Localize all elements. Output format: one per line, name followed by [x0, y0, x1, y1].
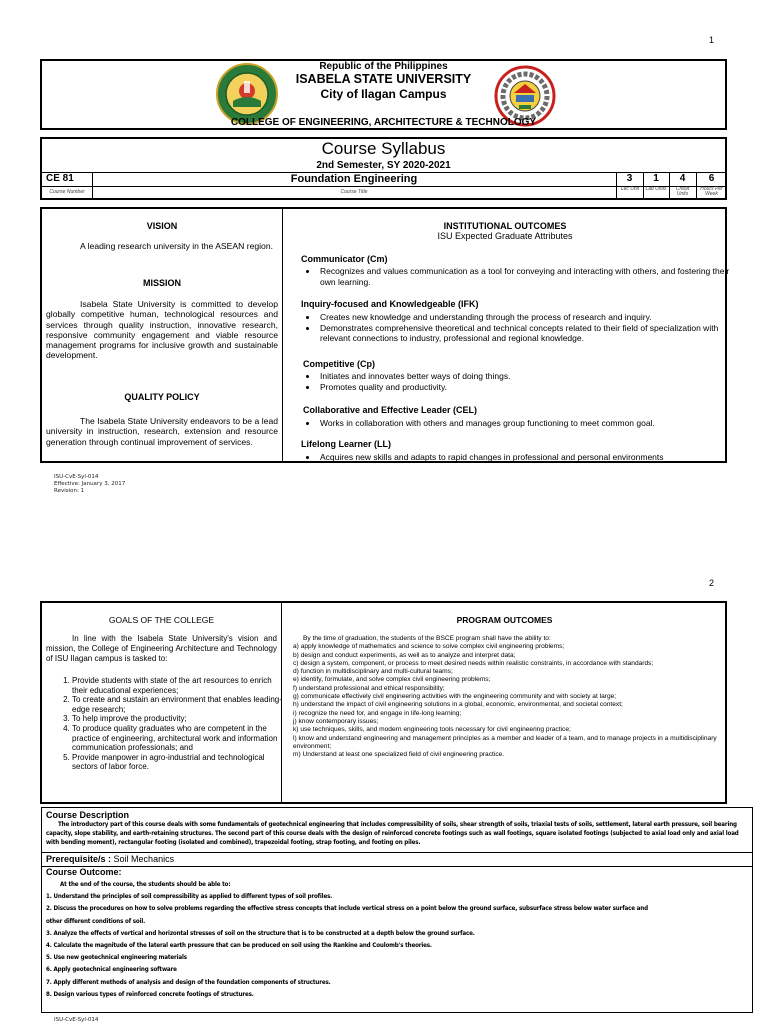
list-item: • Creates new knowledge and understanding through the process of research and inquiry. — [318, 312, 733, 323]
goals-list — [54, 676, 287, 772]
list-item: 3. To help improve the productivity; — [72, 714, 287, 724]
prerequisite-row — [46, 854, 174, 864]
list-item: i) recognize the need for, and engage in life-long learning; — [293, 709, 462, 717]
page-number: 2 — [709, 578, 715, 588]
program-outcomes-list — [293, 635, 723, 759]
quality-policy-title: QUALITY POLICY — [124, 392, 200, 402]
credit-units: 4 — [679, 173, 686, 184]
course-outcome-title: Course Outcome: — [46, 867, 122, 877]
outcome-list — [301, 418, 733, 429]
goals-outcomes-box — [40, 601, 727, 804]
lec-units: 3 — [626, 173, 633, 184]
outcome-heading: Communicator (Cm) — [301, 254, 388, 264]
university-name: ISABELA STATE UNIVERSITY — [295, 72, 472, 86]
list-item: 1. Provide students with state of the art resources to enrich their educational experiences; — [72, 676, 287, 695]
outcome-list — [301, 452, 743, 463]
prerequisite-value: Soil Mechanics — [113, 854, 175, 864]
institutional-outcomes-title: INSTITUTIONAL OUTCOMES — [443, 221, 567, 231]
program-outcomes-title: PROGRAM OUTCOMES — [456, 615, 553, 625]
list-item: c) design a system, component, or process to meet desired needs within realistic constraints, in accordance with standards; — [293, 659, 654, 667]
effective-date: Effective: January 3, 2017 — [54, 481, 126, 487]
mission-text: Isabela State University is committed to develop globally competitive human, technological resources and services through quality instruction, innovative research, responsive community engagement and viable resource management programs for inclusive growth and sustainable development. — [46, 299, 278, 361]
program-outcomes-intro: By the time of graduation, the students of the BSCE program shall have the ability to: — [303, 635, 551, 642]
university-header — [40, 59, 727, 130]
list-item: 2. Discuss the procedures on how to solve problems regarding the effective stress concepts that include vertical stress on a point below the ground surface, subsurface stress below water surface and — [46, 905, 648, 913]
prerequisite-label: Prerequisite/s : — [46, 854, 112, 864]
outcome-list — [301, 312, 733, 344]
course-outcome-list — [46, 879, 748, 1001]
list-item: 2. To create and sustain an environment that enables leading-edge research; — [72, 695, 287, 714]
outcome-heading: Competitive (Cp) — [303, 359, 375, 369]
list-item: • Initiates and innovates better ways of doing things. — [318, 371, 733, 382]
list-item: j) know contemporary issues; — [293, 717, 379, 725]
list-item: a) apply knowledge of mathematics and science to solve complex civil engineering problems; — [293, 643, 565, 651]
hours-per-week: 6 — [708, 173, 715, 184]
list-item: 6. Apply geotechnical engineering software — [46, 966, 177, 974]
list-item: • Works in collaboration with others and manages group functioning to meet common goal. — [318, 418, 733, 429]
vision-title: VISION — [146, 221, 178, 231]
list-item: l) know and understand engineering and management principles as a member and leader of a team, and to manage projects in a multidisciplinary environment; — [293, 734, 717, 750]
list-item: b) design and conduct experiments, as well as to analyze and interpret data; — [293, 651, 516, 659]
list-item: 4. Calculate the magnitude of the lateral earth pressure that can be produced on soil using the Rankine and Coulomb's theories. — [46, 942, 432, 950]
list-item: d) function in multidisciplinary and multi-cultural teams; — [293, 668, 453, 676]
list-item: 5. Use new geotechnical engineering materials — [46, 954, 187, 962]
list-item: m) Understand at least one specialized field of civil engineering practice. — [293, 751, 505, 759]
outcome-list — [301, 371, 733, 392]
course-title-block — [40, 137, 727, 200]
list-item: • Recognizes and values communication as a tool for conveying and interacting with others, and fostering their own learning. — [318, 266, 733, 287]
lab-units: 1 — [653, 173, 659, 184]
list-item: • Demonstrates comprehensive theoretical and technical concepts related to their field of specialization with relevant connections to industry, professional and regional knowledge. — [318, 323, 733, 344]
list-item: • Promotes quality and productivity. — [318, 382, 733, 393]
lec-units-label: Lec Unit — [620, 186, 640, 192]
course-title-label: Course Title — [340, 189, 368, 195]
list-item: g) communicate effectively civil engineering activities with the engineering community and with society at large; — [293, 693, 617, 701]
list-item: • Acquires new skills and adapts to rapid changes in professional and personal environments — [318, 452, 743, 463]
institutional-outcomes-subtitle: ISU Expected Graduate Attributes — [437, 231, 573, 241]
list-item: 1. Understand the principles of soil compressibility as applied to different types of soil profiles. — [46, 893, 333, 901]
list-item: 3. Analyze the effects of vertical and horizontal stresses of soil on the structure that is to be constructed at a depth below the ground surface. — [46, 929, 475, 937]
outcome-list — [301, 266, 733, 287]
page-number: 1 — [709, 35, 715, 45]
campus-name: City of Ilagan Campus — [320, 87, 447, 101]
course-description-title: Course Description — [46, 810, 130, 820]
document-footer — [54, 474, 125, 495]
college-name: COLLEGE OF ENGINEERING, ARCHITECTURE & TECHNOLOGY — [230, 117, 537, 128]
goals-title: GOALS OF THE COLLEGE — [108, 615, 215, 625]
course-title: Foundation Engineering — [290, 173, 418, 185]
republic-line: Republic of the Philippines — [319, 61, 448, 72]
course-outcome-intro: At the end of the course, the students should be able to: — [60, 881, 231, 888]
document-code: ISU-CvE-Syl-014 — [54, 474, 99, 480]
outcome-heading: Collaborative and Effective Leader (CEL) — [303, 405, 478, 415]
list-item: 5. Provide manpower in agro-industrial and technological sectors of labor force. — [72, 753, 287, 772]
goals-intro: In line with the Isabela State University's vision and mission, the College of Engineering Architecture and Technology of ISU Ilagan campus is tasked to: — [46, 634, 277, 663]
hours-per-week-label: Hours Per Week — [700, 186, 723, 197]
list-item: 7. Apply different methods of analysis and design of the foundation components of structures. — [46, 978, 331, 986]
course-number: CE 81 — [46, 173, 74, 184]
course-description-box — [41, 807, 753, 1013]
document-code: ISU-CvE-Syl-014 — [54, 1017, 99, 1023]
list-item: k) use techniques, skills, and modern engineering tools necessary for civil engineering practice; — [293, 726, 571, 734]
quality-policy-text: The Isabela State University endeavors to be a lead university in instruction, research, extension and resource generation through continual improvement of services. — [46, 416, 278, 447]
list-item: e) identify, formulate, and solve complex civil engineering problems; — [293, 676, 491, 684]
outcome-heading: Inquiry-focused and Knowledgeable (IFK) — [301, 299, 479, 309]
list-item: f) understand professional and ethical responsibility; — [293, 684, 445, 692]
syllabus-title: Course Syllabus — [321, 139, 446, 158]
lab-units-label: Lab Units — [645, 186, 667, 192]
list-item: 4. To produce quality graduates who are competent in the practice of engineering, architectural work and information communication professionals; and — [72, 724, 287, 753]
vision-mission-outcomes-box — [40, 207, 730, 463]
list-item: 8. Design various types of reinforced concrete footings of structures. — [46, 990, 254, 998]
vision-text: A leading research university in the ASEAN region. — [80, 241, 273, 251]
semester-label: 2nd Semester, SY 2020-2021 — [316, 160, 451, 171]
revision-number: Revision: 1 — [54, 488, 85, 494]
list-item: h) understand the impact of civil engineering solutions in a global, economic, environmental, and societal context; — [293, 701, 623, 709]
outcome-heading: Lifelong Learner (LL) — [301, 439, 391, 449]
credit-units-label: Credit Units — [675, 186, 690, 197]
course-description-text: The introductory part of this course deals with some fundamentals of geotechnical engineering that includes compressibility of soils, shear strength of soils, triaxial tests of soils, settlement, lateral earth pressure, soil bearing capacity, slope stability, and earth-retaining structures. The second part of this course deals with the design of reinforced concrete footings such as wall footings, square isolated footings (subjected to axial load only and axial load with bending moment), rectangular footing (isolated and combined), trapezoidal footing, strap footing, and footing on piles. — [46, 821, 739, 846]
course-number-label: Course Number — [49, 189, 85, 195]
list-item: other different conditions of soil. — [46, 917, 146, 925]
mission-title: MISSION — [142, 278, 181, 288]
